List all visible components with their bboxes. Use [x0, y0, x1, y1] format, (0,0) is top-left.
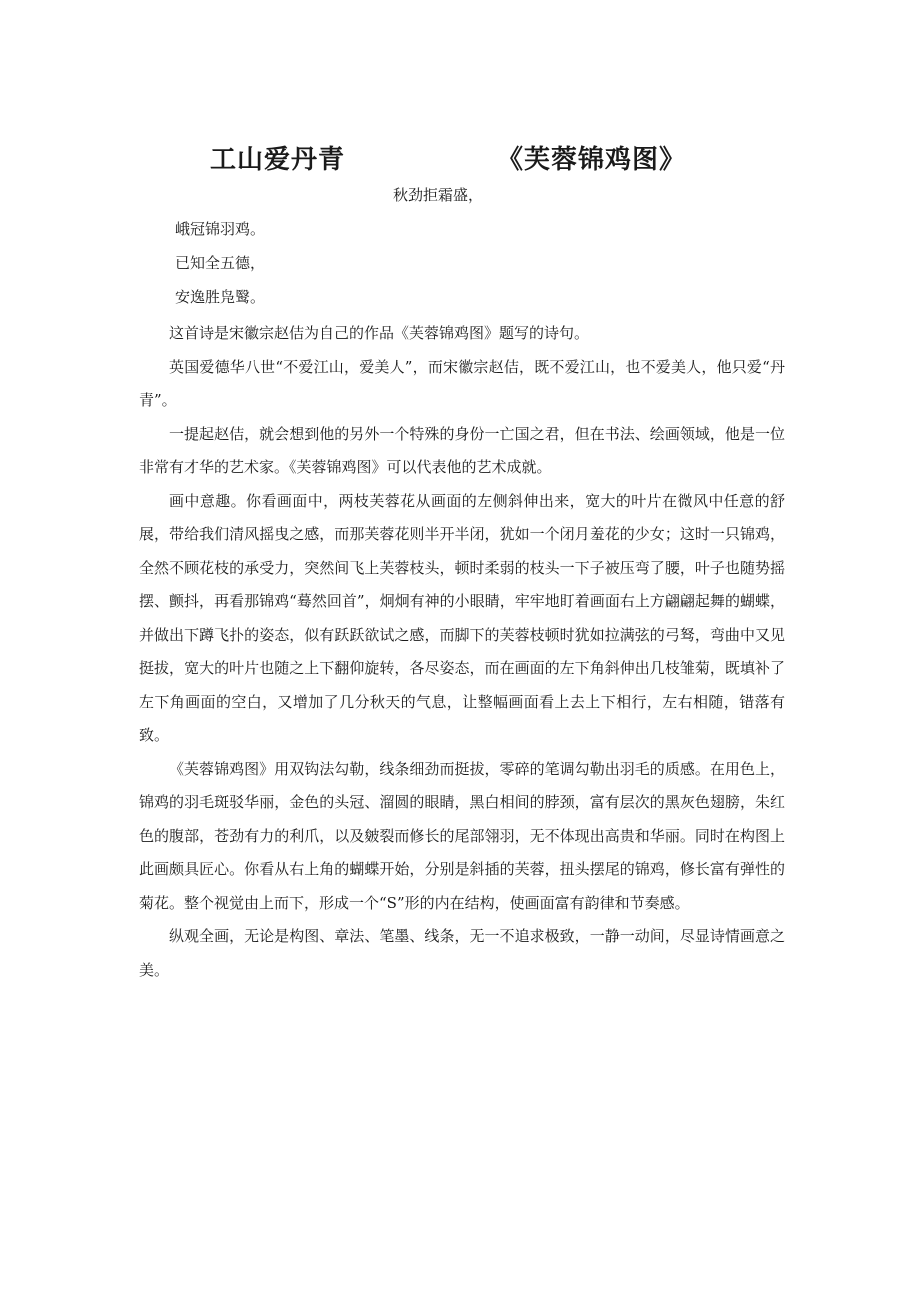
poem-line-4: 安逸胜凫鹥。 [175, 288, 266, 306]
paragraph-edward: 英国爱德华八世“不爱江山，爱美人”，而宋徽宗赵佶，既不爱江山，也不爱美人，他只爱“丹青”。 [139, 357, 785, 409]
poem-line-3: 已知全五德， [175, 254, 266, 272]
poem-line-2: 峨冠锦羽鸡。 [175, 220, 266, 238]
title-main: 工山爱丹青 [210, 145, 346, 175]
paragraph-zhaoji: 一提起赵佶，就会想到他的另外一个特殊的身份一亡国之君，但在书法、绘画领域，他是一位非常有才华的艺术家。《芙蓉锦鸡图》可以代表他的艺术成就。 [139, 424, 785, 476]
paragraph-conclusion: 纵观全画，无论是构图、章法、笔墨、线条，无一不追求极致，一静一动间，尽显诗情画意之美。 [139, 927, 785, 979]
paragraph-technique: 《芙蓉锦鸡图》用双钩法勾勒，线条细劲而挺拔，零碎的笔调勾勒出羽毛的质感。在用色上，锦鸡的羽毛斑驳华丽，金色的头冠、溜圆的眼睛，黑白相间的脖颈，富有层次的黑灰色翅膀，朱红色的腹部，苍劲有力的利爪，以及皴裂而修长的尾部翎羽，无不体现出高贵和华丽。同时在构图上此画颇具匠心。你看从右上角的蝴蝶开始，分别是斜插的芙蓉，扭头摆尾的锦鸡，修长富有弹性的菊花。整个视觉由上而下，形成一个“S”形的内在结构，使画面富有韵律和节奏感。 [139, 759, 785, 912]
paragraph-interest: 画中意趣。你看画面中，两枝芙蓉花从画面的左侧斜伸出来，宽大的叶片在微风中任意的舒展，带给我们清风摇曳之感，而那芙蓉花则半开半闭，犹如一个闭月羞花的少女；这时一只锦鸡，全然不顾花枝的承受力，突然间飞上芙蓉枝头，顿时柔弱的枝头一下子被压弯了腰，叶子也随势摇摆、颤抖，再看那锦鸡“蓦然回首”，炯炯有神的小眼睛，牢牢地盯着画面右上方翩翩起舞的蝴蝶，并做出下蹲飞扑的姿态，似有跃跃欲试之感，而脚下的芙蓉枝顿时犹如拉满弦的弓驽，弯曲中又见挺拔，宽大的叶片也随之上下翻仰旋转，各尽姿态，而在画面的左下角斜伸出几枝雏菊，既填补了左下角画面的空白，又增加了几分秋天的气息，让整幅画面看上去上下相行，左右相随，错落有致。 [139, 491, 785, 744]
title-painting-name: 《芙蓉锦鸡图》 [497, 145, 687, 175]
paragraph-intro: 这首诗是宋徽宗赵佶为自己的作品《芙蓉锦鸡图》题写的诗句。 [169, 324, 590, 342]
article-body [139, 317, 785, 987]
poem-line-1: 秋劲拒霜盛， [393, 186, 484, 204]
